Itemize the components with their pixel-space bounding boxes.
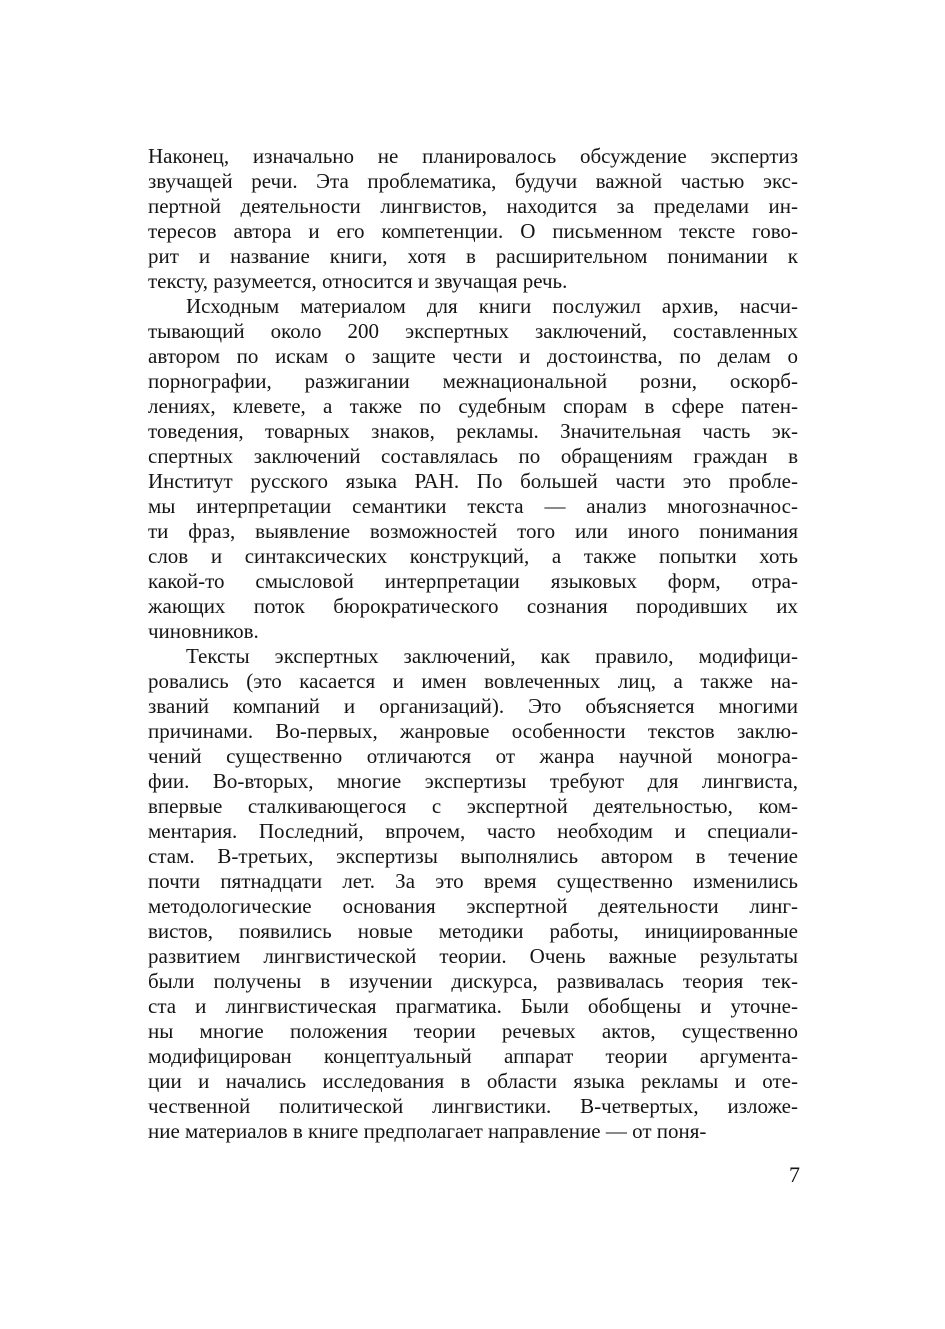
- text-line: ние материалов в книге предполагает направление — от поня-: [148, 1119, 707, 1143]
- text-line: тексту, разумеется, относится и звучащая речь.: [148, 269, 568, 293]
- text-line: фии. Во-вторых, многие экспертизы требуют для лингвиста,: [148, 769, 798, 793]
- text-line: были получены в изучении дискурса, развивалась теория тек-: [148, 969, 798, 993]
- text-line: Институт русского языка РАН. По большей части это пробле-: [148, 469, 798, 493]
- text-line: чественной политической лингвистики. В-четвертых, изложе-: [148, 1094, 798, 1118]
- text-line: ции и начались исследования в области языка рекламы и оте-: [148, 1069, 798, 1093]
- text-line: модифицирован концептуальный аппарат теории аргумента-: [148, 1044, 798, 1068]
- text-line: слов и синтаксических конструкций, а также попытки хоть: [148, 544, 798, 568]
- paragraph: [148, 144, 798, 294]
- text-line: развитием лингвистической теории. Очень важные результаты: [148, 944, 798, 968]
- text-line: тывающий около 200 экспертных заключений, составленных: [148, 319, 798, 343]
- text-line: тересов автора и его компетенции. О письменном тексте гово-: [148, 219, 798, 243]
- text-line: ти фраз, выявление возможностей того или иного понимания: [148, 519, 798, 543]
- text-line: впервые сталкивающегося с экспертной деятельностью, ком-: [148, 794, 798, 818]
- text-line: пертной деятельности лингвистов, находится за пределами ин-: [148, 194, 798, 218]
- text-line: ста и лингвистическая прагматика. Были обобщены и уточне-: [148, 994, 798, 1018]
- text-line: какой-то смысловой интерпретации языковых форм, отра-: [148, 569, 798, 593]
- text-line: чиновников.: [148, 619, 259, 643]
- paragraph: [148, 644, 798, 1144]
- text-line: чений существенно отличаются от жанра научной моногра-: [148, 744, 798, 768]
- text-line: Исходным материалом для книги послужил архив, насчи-: [186, 294, 798, 318]
- page-text-block: [148, 144, 798, 1144]
- text-line: званий компаний и организаций). Это объясняется многими: [148, 694, 798, 718]
- text-line: мы интерпретации семантики текста — анализ многозначнос-: [148, 494, 798, 518]
- text-line: автором по искам о защите чести и достоинства, по делам о: [148, 344, 798, 368]
- text-line: товедения, товарных знаков, рекламы. Значительная часть эк-: [148, 419, 798, 443]
- text-line: почти пятнадцати лет. За это время существенно изменились: [148, 869, 798, 893]
- text-line: порнографии, разжигании межнациональной розни, оскорб-: [148, 369, 798, 393]
- text-line: ровались (это касается и имен вовлеченных лиц, а также на-: [148, 669, 798, 693]
- text-line: стам. В-третьих, экспертизы выполнялись автором в течение: [148, 844, 798, 868]
- text-line: Наконец, изначально не планировалось обсуждение экспертиз: [148, 144, 798, 168]
- paragraph: [148, 294, 798, 644]
- text-line: лениях, клевете, а также по судебным спорам в сфере патен-: [148, 394, 798, 418]
- text-line: звучащей речи. Эта проблематика, будучи важной частью экс-: [148, 169, 798, 193]
- text-line: методологические основания экспертной деятельности линг-: [148, 894, 798, 918]
- page-number: 7: [789, 1162, 800, 1187]
- text-line: Тексты экспертных заключений, как правило, модифици-: [186, 644, 798, 668]
- text-line: ментария. Последний, впрочем, часто необходим и специали-: [148, 819, 798, 843]
- text-line: спертных заключений составлялась по обращениям граждан в: [148, 444, 798, 468]
- text-line: причинами. Во-первых, жанровые особенности текстов заклю-: [148, 719, 798, 743]
- text-line: рит и название книги, хотя в расширительном понимании к: [148, 244, 798, 268]
- text-line: вистов, появились новые методики работы, инициированные: [148, 919, 798, 943]
- text-line: жающих поток бюрократического сознания породивших их: [148, 594, 798, 618]
- text-line: ны многие положения теории речевых актов, существенно: [148, 1019, 798, 1043]
